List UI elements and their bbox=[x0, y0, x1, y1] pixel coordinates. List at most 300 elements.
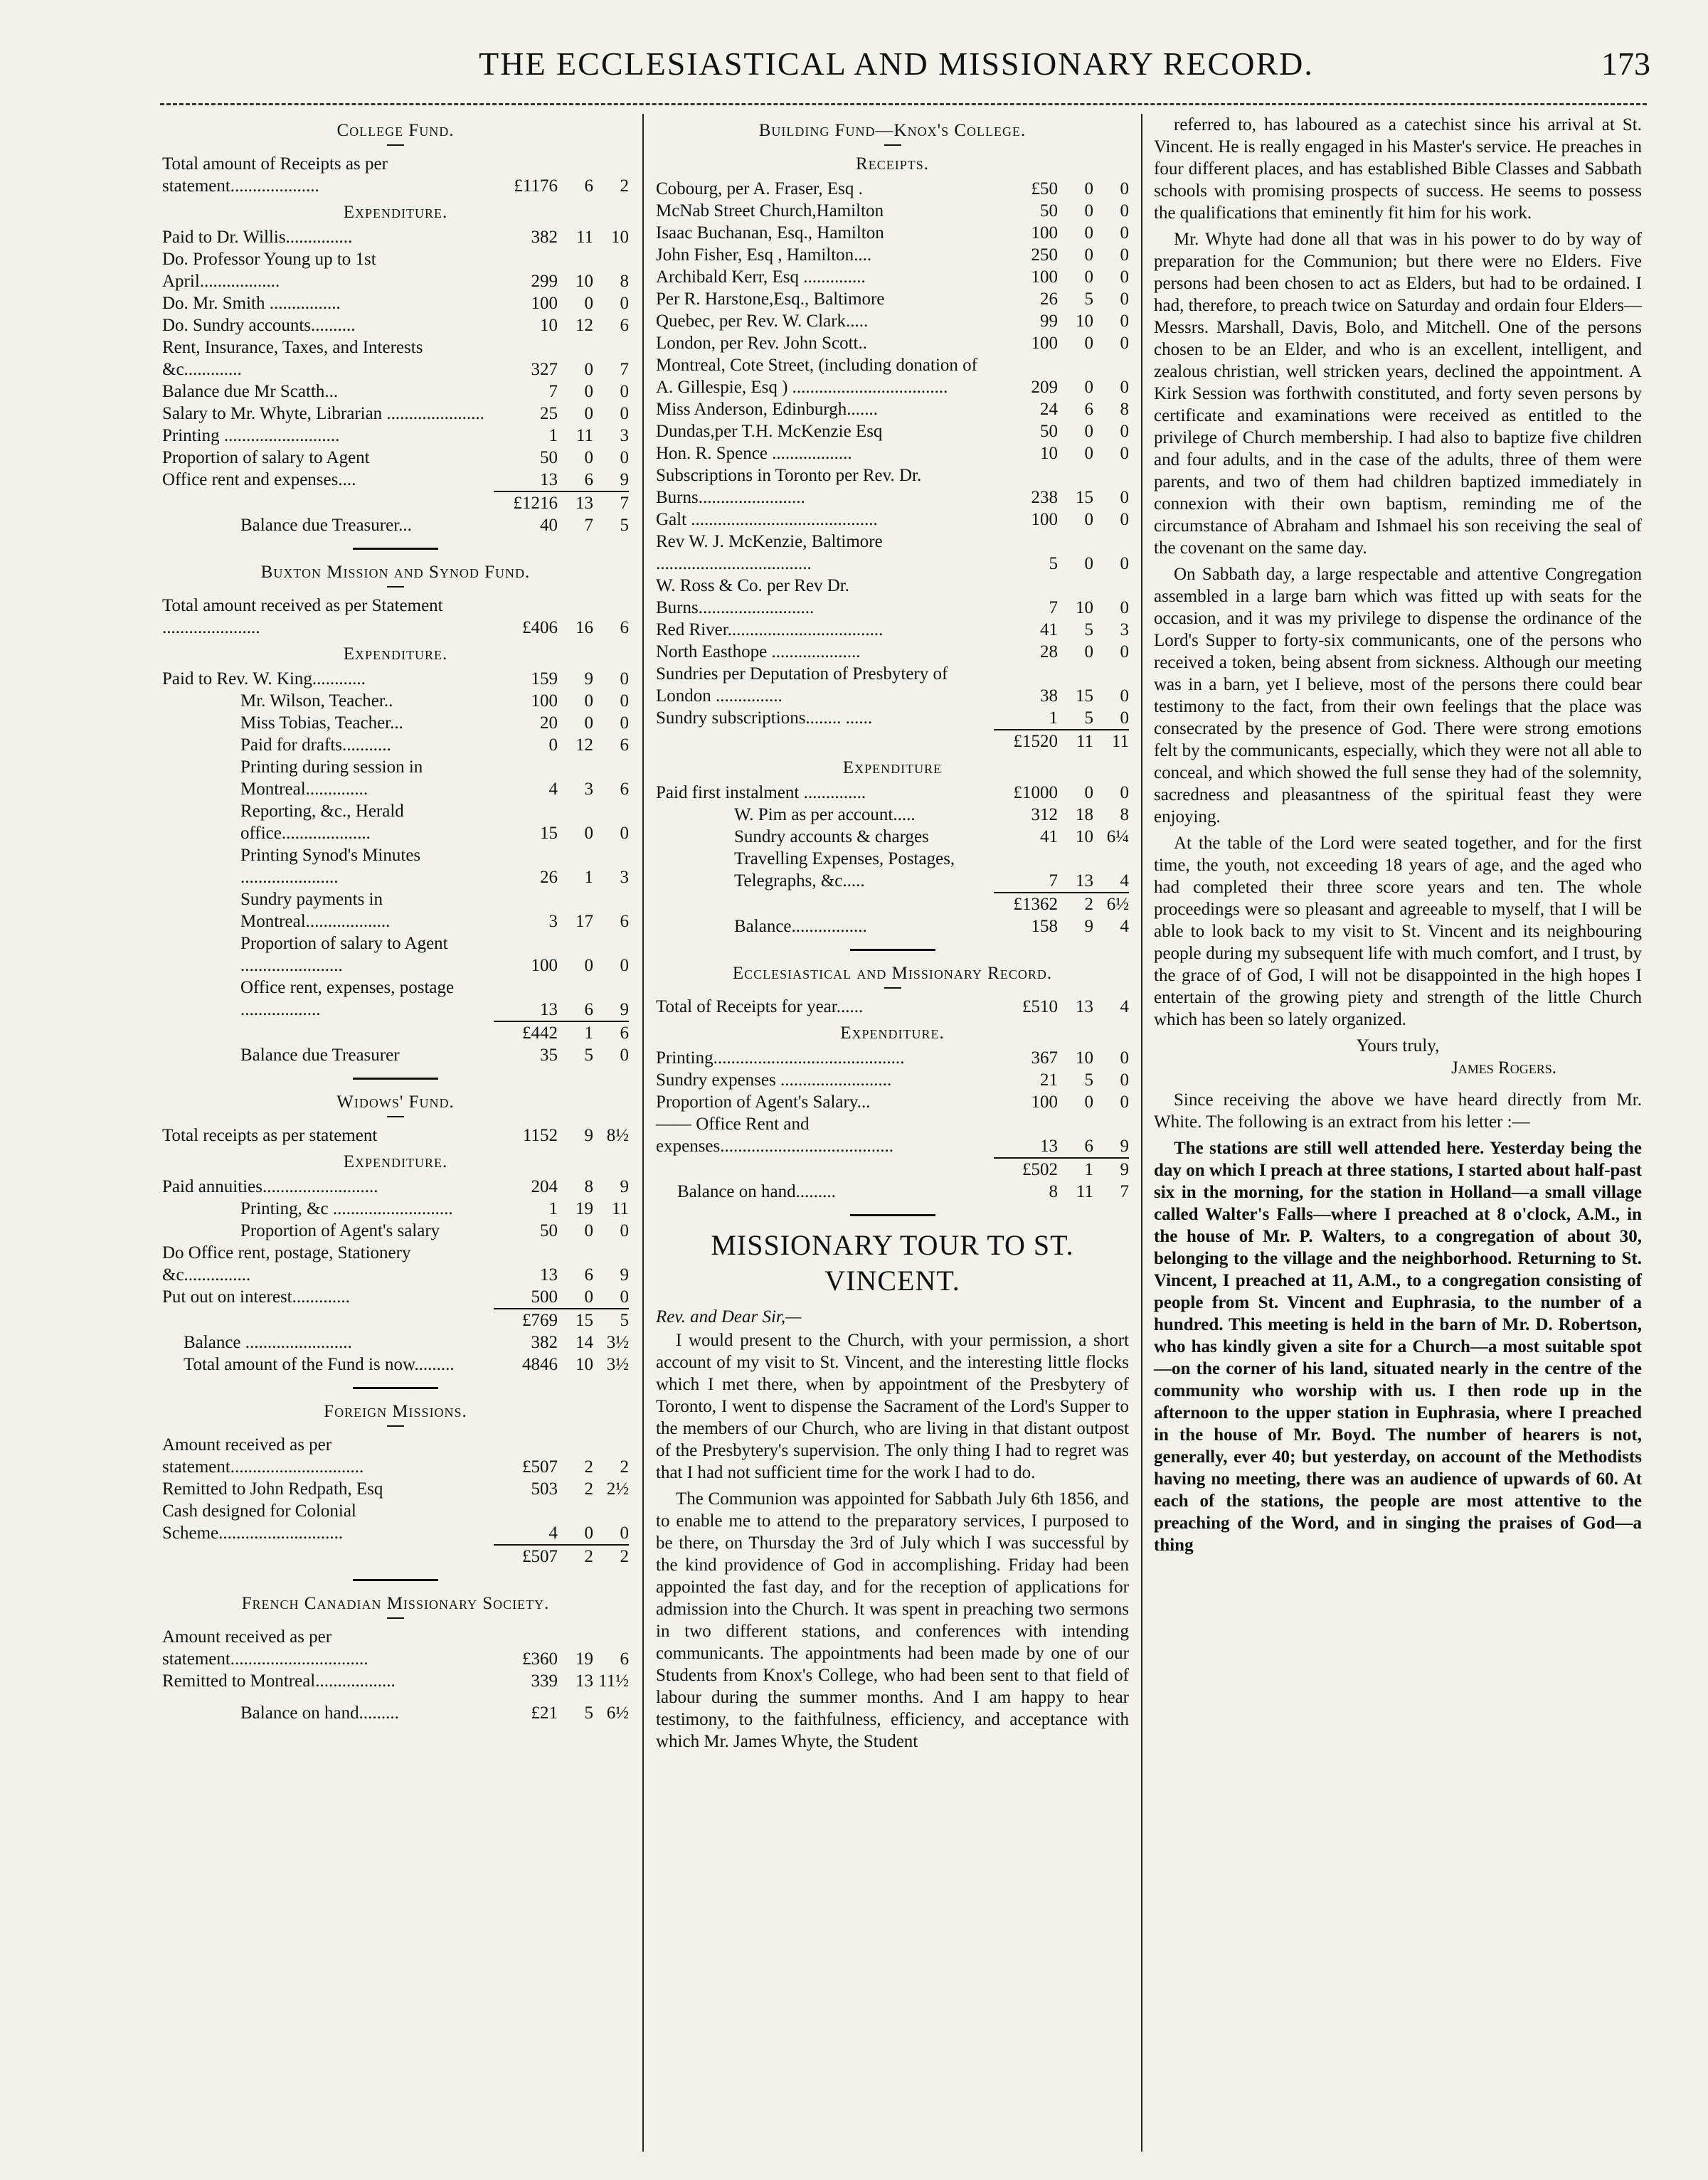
pounds: 4846 bbox=[522, 1355, 558, 1374]
pence: 0 bbox=[620, 1221, 629, 1240]
ledger-label: Quebec, per Rev. W. Clark..... bbox=[656, 312, 869, 331]
shillings: 13 bbox=[1076, 997, 1093, 1016]
ledger-label: Office rent and expenses.... bbox=[162, 470, 356, 489]
ledger-label: Sundry payments in Montreal................... bbox=[240, 890, 391, 931]
ledger-label: Sundry expenses ......................... bbox=[656, 1070, 892, 1090]
shillings: 5 bbox=[1084, 289, 1093, 309]
pounds: 299 bbox=[531, 272, 558, 291]
ledger-label: Do. Sundry accounts.......... bbox=[162, 316, 356, 335]
pounds: 100 bbox=[1031, 1092, 1058, 1112]
pounds: 312 bbox=[1031, 805, 1058, 824]
divider bbox=[850, 1214, 935, 1216]
ledger-row bbox=[656, 826, 1129, 848]
pounds: 13 bbox=[1040, 1137, 1058, 1156]
subheading: Expenditure. bbox=[840, 1023, 945, 1043]
pence: 0 bbox=[620, 1287, 629, 1307]
pence: 11½ bbox=[598, 1671, 629, 1691]
pounds: £50 bbox=[1031, 179, 1058, 198]
ledger-row bbox=[656, 996, 1129, 1018]
ledger-label: Subscriptions in Toronto per Rev. Dr. Burns........................ bbox=[656, 466, 922, 507]
ledger-total bbox=[656, 1157, 1129, 1181]
page-title: THE ECCLESIASTICAL AND MISSIONARY RECORD. bbox=[479, 46, 1314, 82]
ledger-row bbox=[162, 1478, 629, 1500]
pounds: 4 bbox=[548, 1524, 558, 1543]
pounds: 99 bbox=[1040, 312, 1058, 331]
pounds: 1 bbox=[548, 1199, 558, 1218]
shillings: 0 bbox=[584, 824, 593, 843]
ledger-row bbox=[162, 932, 629, 977]
ledger-label: Cobourg, per A. Fraser, Esq . bbox=[656, 179, 863, 198]
column-left bbox=[162, 114, 629, 1724]
article-body bbox=[656, 1329, 1129, 1753]
ledger-row bbox=[162, 595, 629, 639]
shillings: 2 bbox=[584, 1457, 593, 1477]
pence: 6 bbox=[620, 316, 629, 335]
shillings: 8 bbox=[584, 1177, 593, 1196]
ledger-list bbox=[656, 178, 1129, 729]
ledger-label: Proportion of salary to Agent bbox=[162, 448, 370, 467]
article-title: MISSIONARY TOUR TO ST. VINCENT. bbox=[711, 1229, 1074, 1297]
ledger-row bbox=[656, 178, 1129, 200]
ledger-row bbox=[162, 381, 629, 403]
page-number: 173 bbox=[1601, 46, 1650, 82]
column-rule bbox=[1141, 114, 1142, 2152]
pence: 0 bbox=[620, 691, 629, 711]
ledger-label: Hon. R. Spence .................. bbox=[656, 444, 852, 463]
shillings: 0 bbox=[584, 691, 593, 711]
pounds: 204 bbox=[531, 1177, 558, 1196]
pence: 3 bbox=[1120, 620, 1129, 639]
pence: 2½ bbox=[606, 1479, 629, 1499]
ledger-label: Balance due Treasurer bbox=[240, 1046, 400, 1065]
shillings: 10 bbox=[1076, 827, 1093, 846]
ledger-label: Miss Tobias, Teacher... bbox=[240, 713, 403, 733]
ledger-row bbox=[162, 1626, 629, 1670]
pence: 0 bbox=[620, 294, 629, 313]
pounds: 41 bbox=[1040, 827, 1058, 846]
ledger-row bbox=[656, 464, 1129, 509]
shillings: 0 bbox=[1084, 378, 1093, 397]
pounds: £1176 bbox=[514, 176, 558, 196]
ledger-label: Galt .......................................... bbox=[656, 510, 878, 529]
ledger-label: Amount received as per statement............................... bbox=[162, 1627, 368, 1669]
ledger-row bbox=[656, 575, 1129, 619]
pounds: £1000 bbox=[1013, 783, 1058, 802]
pounds: 100 bbox=[1031, 334, 1058, 353]
shillings: 0 bbox=[1084, 422, 1093, 441]
shillings: 19 bbox=[575, 1649, 593, 1669]
ledger-label: Paid first instalment .............. bbox=[656, 783, 866, 802]
ledger-label: Balance ........................ bbox=[184, 1333, 352, 1352]
ledger-label: Total amount of the Fund is now......... bbox=[184, 1355, 455, 1374]
pounds: 10 bbox=[1040, 444, 1058, 463]
pence: 4 bbox=[1120, 917, 1129, 936]
ledger-label: Miss Anderson, Edinburgh....... bbox=[656, 400, 879, 419]
subheading: Expenditure. bbox=[343, 1152, 448, 1171]
ledger-row bbox=[162, 1354, 629, 1376]
ledger-row bbox=[656, 442, 1129, 464]
pence: 6 bbox=[620, 780, 629, 799]
shillings: 11 bbox=[575, 426, 593, 445]
ledger-label: Sundry subscriptions........ ...... bbox=[656, 708, 873, 728]
shillings: 1 bbox=[1084, 1160, 1093, 1179]
pounds: 24 bbox=[1040, 400, 1058, 419]
ledger-label: Sundries per Deputation of Presbytery of London ............... bbox=[656, 664, 948, 706]
pence: 0 bbox=[1120, 554, 1129, 573]
pounds: 1 bbox=[1049, 708, 1058, 728]
ledger-row bbox=[656, 288, 1129, 310]
pence: 6 bbox=[620, 735, 629, 755]
pounds: 26 bbox=[540, 868, 558, 887]
ledger-label: Reporting, &c., Herald office.................... bbox=[240, 802, 404, 843]
pounds: 5 bbox=[1049, 554, 1058, 573]
ledger-label: London, per Rev. John Scott.. bbox=[656, 334, 867, 353]
pence: 0 bbox=[620, 713, 629, 733]
shillings: 0 bbox=[584, 360, 593, 379]
ledger-label: Balance on hand......... bbox=[240, 1703, 399, 1723]
pounds: 20 bbox=[540, 713, 558, 733]
pence: 0 bbox=[1120, 1048, 1129, 1068]
pence: 0 bbox=[1120, 1070, 1129, 1090]
pence: 0 bbox=[620, 824, 629, 843]
ledger-row bbox=[162, 425, 629, 447]
ledger-label: Printing Synod's Minutes ...................... bbox=[240, 846, 421, 887]
shillings: 0 bbox=[584, 1524, 593, 1543]
ledger-row bbox=[162, 336, 629, 381]
article-body bbox=[1154, 114, 1642, 1031]
shillings: 13 bbox=[575, 494, 593, 513]
pounds: 209 bbox=[1031, 378, 1058, 397]
subheading: Receipts. bbox=[856, 154, 929, 174]
shillings: 6 bbox=[1084, 1137, 1093, 1156]
shillings: 0 bbox=[1084, 554, 1093, 573]
shillings: 13 bbox=[1076, 871, 1093, 890]
pounds: 28 bbox=[1040, 642, 1058, 661]
ledger-row bbox=[656, 354, 1129, 398]
pounds: 40 bbox=[540, 516, 558, 535]
editor-note bbox=[1154, 1089, 1642, 1133]
ledger-label: Total amount of Receipts as per statement.................... bbox=[162, 154, 388, 196]
ledger-label: Red River................................... bbox=[656, 620, 884, 639]
shillings: 0 bbox=[1084, 1092, 1093, 1112]
pounds: 13 bbox=[540, 470, 558, 489]
shillings: 12 bbox=[575, 316, 593, 335]
ledger-row bbox=[162, 888, 629, 932]
pence: 0 bbox=[620, 669, 629, 688]
pounds: 21 bbox=[1040, 1070, 1058, 1090]
ledger-label: John Fisher, Esq , Hamilton.... bbox=[656, 245, 872, 265]
shillings: 0 bbox=[1084, 334, 1093, 353]
ledger-label: Remitted to John Redpath, Esq bbox=[162, 1479, 383, 1499]
ledger-row bbox=[656, 707, 1129, 729]
divider bbox=[387, 1116, 404, 1117]
pence: 5 bbox=[620, 516, 629, 535]
ledger-label: Balance due Mr Scatth... bbox=[162, 382, 339, 401]
pounds: 50 bbox=[1040, 201, 1058, 220]
ledger-label: Printing .......................... bbox=[162, 426, 340, 445]
shillings: 5 bbox=[1084, 1070, 1093, 1090]
shillings: 0 bbox=[1084, 642, 1093, 661]
shillings: 10 bbox=[575, 272, 593, 291]
ledger-list bbox=[162, 226, 629, 491]
ledger-label: Do. Professor Young up to 1st April.................. bbox=[162, 250, 376, 291]
pounds: 367 bbox=[1031, 1048, 1058, 1068]
pounds: 15 bbox=[540, 824, 558, 843]
shillings: 6 bbox=[584, 1000, 593, 1019]
shillings: 0 bbox=[1084, 201, 1093, 220]
column-rule bbox=[642, 114, 644, 2152]
pounds: 158 bbox=[1031, 917, 1058, 936]
paragraph: I would present to the Church, with your permission, a short account of my visit to St. Vincent, and the interesting little flocks which I met there, when by appointment of the Presbytery of Toronto, I went to dispense the Sacrament of the Lord's Supper to the members of our Church, who are living in that distant outpost of the Presbytery's supervision. The only thing I had to regret was that I had not sufficient time for the work I had to do. bbox=[656, 1331, 1129, 1482]
pence: 0 bbox=[1120, 201, 1129, 220]
ledger-row bbox=[162, 447, 629, 469]
page-header bbox=[142, 44, 1650, 87]
shillings: 6 bbox=[584, 1265, 593, 1285]
ledger-label: Proportion of Agent's Salary... bbox=[656, 1092, 871, 1112]
shillings: 7 bbox=[584, 516, 593, 535]
ledger-label: Total amount received as per Statement ...................... bbox=[162, 596, 443, 637]
ledger-list bbox=[162, 1626, 629, 1692]
ledger-label: W. Pim as per account..... bbox=[734, 805, 916, 824]
shillings: 0 bbox=[584, 404, 593, 423]
ledger-label: Do Office rent, postage, Stationery &c............... bbox=[162, 1243, 411, 1285]
ledger-row bbox=[656, 848, 1129, 892]
shillings: 0 bbox=[584, 382, 593, 401]
ledger-list bbox=[162, 1434, 629, 1544]
ledger-label: Cash designed for Colonial Scheme............................ bbox=[162, 1501, 356, 1543]
ledger-row bbox=[656, 332, 1129, 354]
pounds: 250 bbox=[1031, 245, 1058, 265]
shillings: 12 bbox=[575, 735, 593, 755]
shillings: 14 bbox=[575, 1333, 593, 1352]
pence: 0 bbox=[1120, 378, 1129, 397]
pence: 0 bbox=[1120, 686, 1129, 706]
pounds: 50 bbox=[540, 448, 558, 467]
divider bbox=[387, 586, 404, 587]
pence: 6 bbox=[620, 1023, 629, 1043]
ledger-label: Paid for drafts........... bbox=[240, 735, 391, 755]
divider bbox=[884, 144, 901, 146]
ledger-row bbox=[162, 248, 629, 292]
ledger-label: Mr. Wilson, Teacher.. bbox=[240, 691, 393, 711]
divider bbox=[353, 1387, 438, 1389]
ledger-row bbox=[656, 619, 1129, 641]
section-heading: French Canadian Missionary Society. bbox=[241, 1594, 550, 1613]
pounds: 10 bbox=[540, 316, 558, 335]
ledger-label: Dundas,per T.H. McKenzie Esq bbox=[656, 422, 883, 441]
pounds: £1362 bbox=[1013, 895, 1058, 914]
ledger-label: Rent, Insurance, Taxes, and Interests &c............. bbox=[162, 338, 423, 379]
ledger-row bbox=[656, 1069, 1129, 1091]
shillings: 11 bbox=[1076, 732, 1093, 751]
section-heading: Widows' Fund. bbox=[336, 1092, 455, 1112]
ledger-row bbox=[162, 226, 629, 248]
pence: 2 bbox=[620, 1457, 629, 1477]
pence: 9 bbox=[620, 1000, 629, 1019]
shillings: 0 bbox=[1084, 245, 1093, 265]
ledger-row bbox=[162, 292, 629, 314]
ledger-label: Travelling Expenses, Postages, Telegraphs, &c..... bbox=[734, 849, 955, 890]
pounds: 100 bbox=[531, 691, 558, 711]
shillings: 6 bbox=[1084, 400, 1093, 419]
pence: 9 bbox=[620, 1265, 629, 1285]
pounds: 100 bbox=[531, 956, 558, 975]
pounds: 3 bbox=[548, 912, 558, 931]
ledger-total bbox=[162, 1308, 629, 1331]
pence: 11 bbox=[611, 1199, 629, 1218]
shillings: 10 bbox=[1076, 1048, 1093, 1068]
pence: 2 bbox=[620, 1547, 629, 1566]
ledger-row bbox=[162, 1500, 629, 1544]
ledger-label: Proportion of Agent's salary bbox=[240, 1221, 440, 1240]
pence: 6½ bbox=[1106, 895, 1129, 914]
paragraph: On Sabbath day, a large respectable and attentive Congregation assembled in a large barn which was fitted up with seats for the occasion, and it was my privilege to dispense the ordinance of the Lord's Supper to forty-six communicants, one of the persons who received a token, being absent from sickness. Although our meeting was in a barn, yet I believe, most of the persons there could bear testimony to the fact, from their own feelings that the place was consecrated by the presence of God. There were strong emotions felt by the communicants, especially, which they were not all able to conceal, and which showed the full sense they had of the solemnity, sacredness and pleasantness of the spiritual feast they were enjoying. bbox=[1154, 565, 1642, 826]
shillings: 17 bbox=[575, 912, 593, 931]
shillings: 13 bbox=[575, 1671, 593, 1691]
shillings: 10 bbox=[1076, 312, 1093, 331]
ledger-row bbox=[162, 1286, 629, 1308]
paragraph: The Communion was appointed for Sabbath July 6th 1856, and to enable me to attend to the preparatory services, I purposed to be there, on Thursday the 3rd of July which I was successful by the kind providence of God in accomplishing. Friday had been appointed the fast day, and for the reception of applications for admission into the Church. It was spent in preaching two sermons in two different stations, and conferences with intending communicants. The appointments had been made by one of our Students from Knox's College, who had been sent to that field of labour during the summer months. And I am happy to hear testimony, to the faithfulness, efficiency, and acceptance with which Mr. James Whyte, the Student bbox=[656, 1489, 1129, 1751]
shillings: 15 bbox=[1076, 488, 1093, 507]
shillings: 0 bbox=[584, 713, 593, 733]
pence: 0 bbox=[620, 448, 629, 467]
closing: Yours truly, bbox=[1356, 1036, 1440, 1056]
ledger-row bbox=[656, 222, 1129, 244]
ledger-balance bbox=[162, 1702, 629, 1724]
shillings: 3 bbox=[584, 780, 593, 799]
ledger-label: McNab Street Church,Hamilton bbox=[656, 201, 884, 220]
divider bbox=[353, 548, 438, 550]
ledger-row bbox=[656, 200, 1129, 222]
ledger-row bbox=[656, 509, 1129, 531]
shillings: 0 bbox=[1084, 267, 1093, 287]
pence: 6 bbox=[620, 618, 629, 637]
pence: 0 bbox=[1120, 598, 1129, 617]
ledger-label: Do. Mr. Smith ................ bbox=[162, 294, 341, 313]
ledger-label: Paid to Dr. Willis............... bbox=[162, 228, 353, 247]
pence: 3½ bbox=[606, 1355, 629, 1374]
pence: 0 bbox=[1120, 179, 1129, 198]
shillings: 16 bbox=[575, 618, 593, 637]
pounds: 339 bbox=[531, 1671, 558, 1691]
section-heading: Buxton Mission and Synod Fund. bbox=[260, 563, 531, 582]
divider bbox=[884, 987, 901, 989]
ledger-label: W. Ross & Co. per Rev Dr. Burns.......................... bbox=[656, 576, 849, 617]
pounds: 100 bbox=[1031, 223, 1058, 243]
ledger-label: Archibald Kerr, Esq .............. bbox=[656, 267, 866, 287]
subheading: Expenditure. bbox=[343, 203, 448, 222]
header-rule bbox=[160, 103, 1647, 105]
ledger-row bbox=[162, 712, 629, 734]
pounds: £507 bbox=[522, 1547, 558, 1566]
ledger-label: Montreal, Cote Street, (including donation of A. Gillespie, Esq ) ................................... bbox=[656, 356, 977, 397]
shillings: 2 bbox=[1084, 895, 1093, 914]
ledger-row bbox=[162, 1220, 629, 1242]
ledger-label: Total of Receipts for year...... bbox=[656, 997, 864, 1016]
paragraph: referred to, has laboured as a catechist since his arrival at St. Vincent. He is really engaged in his Master's service. He preaches in four different places, and has established Bible Classes and Sabbath schools with promising prospects of success. He seems to possess the qualifications that eminently fit him for his work. bbox=[1154, 115, 1642, 223]
ledger-row bbox=[162, 403, 629, 425]
shillings: 0 bbox=[584, 294, 593, 313]
pence: 0 bbox=[1120, 245, 1129, 265]
pence: 6 bbox=[620, 912, 629, 931]
ledger-row bbox=[656, 1091, 1129, 1113]
shillings: 0 bbox=[584, 1287, 593, 1307]
pounds: £502 bbox=[1022, 1160, 1058, 1179]
pounds: £1520 bbox=[1013, 732, 1058, 751]
pounds: 1 bbox=[548, 426, 558, 445]
ledger-label: Sundry accounts & charges bbox=[734, 827, 929, 846]
pence: 4 bbox=[1120, 871, 1129, 890]
ledger-row bbox=[162, 314, 629, 336]
pence: 8 bbox=[1120, 805, 1129, 824]
section-heading: Ecclesiastical and Missionary Record. bbox=[732, 964, 1053, 983]
ledger-row bbox=[656, 244, 1129, 266]
ledger-row bbox=[656, 782, 1129, 804]
ledger-row bbox=[656, 310, 1129, 332]
ledger-label: Put out on interest............. bbox=[162, 1287, 350, 1307]
pence: 9 bbox=[620, 1177, 629, 1196]
ledger-list bbox=[162, 1176, 629, 1308]
ledger-row bbox=[162, 977, 629, 1021]
divider bbox=[353, 1078, 438, 1080]
pounds: 159 bbox=[531, 669, 558, 688]
ledger-label: Paid to Rev. W. King............ bbox=[162, 669, 366, 688]
pence: 7 bbox=[1120, 1182, 1129, 1201]
ledger-row bbox=[162, 756, 629, 800]
ledger-balance bbox=[656, 1181, 1129, 1203]
pence: 0 bbox=[620, 1046, 629, 1065]
ledger-label: Paid annuities.......................... bbox=[162, 1177, 378, 1196]
subheading: Expenditure. bbox=[343, 644, 448, 664]
ledger-total bbox=[162, 1021, 629, 1044]
ledger-label: Printing........................................... bbox=[656, 1048, 905, 1068]
pounds: 382 bbox=[531, 1333, 558, 1352]
pence: 6½ bbox=[606, 1703, 629, 1723]
ledger-row bbox=[162, 690, 629, 712]
ledger-label: Office rent, expenses, postage .................. bbox=[240, 978, 455, 1019]
shillings: 11 bbox=[575, 228, 593, 247]
ledger-row bbox=[162, 1124, 629, 1147]
shillings: 11 bbox=[1076, 1182, 1093, 1201]
shillings: 0 bbox=[1084, 783, 1093, 802]
shillings: 5 bbox=[584, 1703, 593, 1723]
ledger-row bbox=[656, 1047, 1129, 1069]
paragraph: Since receiving the above we have heard directly from Mr. White. The following is an extract from his letter :— bbox=[1154, 1090, 1642, 1132]
shillings: 5 bbox=[1084, 708, 1093, 728]
ledger-row bbox=[162, 1176, 629, 1198]
shillings: 1 bbox=[584, 1023, 593, 1043]
pence: 8 bbox=[620, 272, 629, 291]
pence: 9 bbox=[1120, 1160, 1129, 1179]
pounds: 382 bbox=[531, 228, 558, 247]
ledger-list bbox=[656, 782, 1129, 892]
ledger-balance bbox=[656, 915, 1129, 937]
shillings: 0 bbox=[1084, 510, 1093, 529]
pence: 8 bbox=[1120, 400, 1129, 419]
pounds: £442 bbox=[522, 1023, 558, 1043]
pence: 0 bbox=[1120, 488, 1129, 507]
pounds: 100 bbox=[1031, 510, 1058, 529]
pence: 0 bbox=[1120, 312, 1129, 331]
pounds: 7 bbox=[1049, 598, 1058, 617]
pounds: 35 bbox=[540, 1046, 558, 1065]
pence: 0 bbox=[1120, 444, 1129, 463]
section-heading: Building Fund—Knox's College. bbox=[758, 121, 1027, 140]
shillings: 9 bbox=[1084, 917, 1093, 936]
shillings: 2 bbox=[584, 1479, 593, 1499]
signature: James Rogers. bbox=[1451, 1058, 1556, 1078]
shillings: 10 bbox=[575, 1355, 593, 1374]
